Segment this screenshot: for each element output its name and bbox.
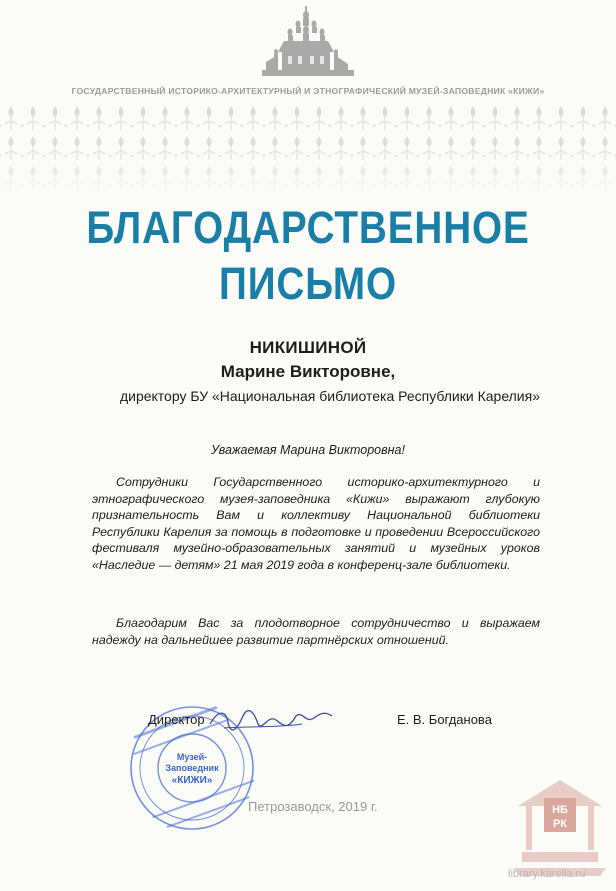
letter-paragraph-1: Сотрудники Государственного историко-архитектурного и этнографического музея-заповедника «Кижи» выражают глубокую признательность Вам и коллективу Национальной библиотеки Республики Карелия за помощь в подготовке и проведении Всероссийского фестиваля музейно-образовательных занятий и музейных уроков «Наследие — детям» 21 мая 2019 года в конференц-зале библиотеки. (92, 475, 540, 572)
watermark-badge-top: НБ (552, 804, 568, 816)
watermark-url: library.karelia.ru (508, 868, 586, 880)
letter-paragraph-2: Благодарим Вас за плодотворное сотрудничество и выражаем надежду на дальнейшее развитие партнёрских отношений. (92, 616, 540, 647)
recipient-name: Марине Викторовне, (220, 362, 396, 381)
museum-name: ГОСУДАРСТВЕННЫЙ ИСТОРИКО-АРХИТЕКТУРНЫЙ И ЭТНОГРАФИЧЕСКИЙ МУЗЕЙ-ЗАПОВЕДНИК «КИЖИ» (71, 86, 545, 96)
recipient-surname: НИКИШИНОЙ (249, 338, 367, 357)
title-line-1: БЛАГОДАРСТВЕННОЕ (86, 202, 530, 253)
handwritten-signature (206, 702, 336, 742)
signatory-role: Директор (148, 712, 205, 727)
recipient-position: директору БУ «Национальная библиотека Республики Карелия» (119, 388, 540, 404)
signatory-name: Е. В. Богданова (397, 712, 492, 727)
stamp-line-2: Заповедник (165, 763, 219, 773)
stamp-line-3: «КИЖИ» (171, 775, 213, 786)
place-date: Петрозаводск, 2019 г. (248, 799, 378, 814)
greeting: Уважаемая Марина Викторовна! (211, 443, 405, 457)
title-line-2: ПИСЬМО (219, 258, 397, 309)
ornament-pattern (0, 104, 616, 196)
kizhi-church-icon (262, 6, 354, 82)
library-watermark-logo (508, 772, 612, 880)
watermark-badge-bottom: РК (552, 818, 568, 830)
stamp-line-1: Музей- (176, 752, 208, 762)
